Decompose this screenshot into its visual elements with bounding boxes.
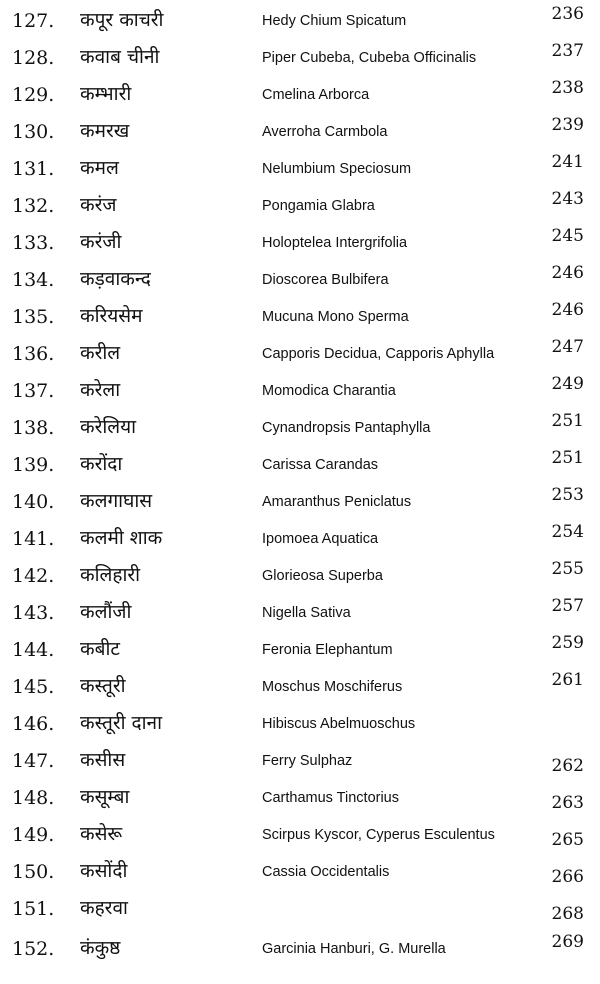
botanical-name: Hibiscus Abelmuoschus xyxy=(262,716,416,732)
botanical-name: Nigella Sativa xyxy=(262,605,351,621)
hindi-name: कंकुष्ठ xyxy=(80,937,121,959)
hindi-name: कसीस xyxy=(80,749,126,771)
page-number: 257 xyxy=(551,596,584,616)
page-number: 239 xyxy=(551,115,584,135)
page-number: 251 xyxy=(551,448,584,468)
botanical-name: Carissa Carandas xyxy=(262,457,379,473)
entry-number: 152. xyxy=(12,938,55,960)
index-row xyxy=(0,559,600,596)
page-number: 237 xyxy=(551,41,584,61)
index-row xyxy=(0,300,600,337)
index-row xyxy=(0,226,600,263)
page-number: 238 xyxy=(551,78,584,98)
botanical-name: Ipomoea Aquatica xyxy=(262,531,379,547)
index-row xyxy=(0,744,600,781)
entry-number: 151. xyxy=(12,898,55,920)
page-number: 255 xyxy=(551,559,584,579)
entry-number: 139. xyxy=(12,454,55,476)
hindi-name: करेला xyxy=(80,379,121,401)
hindi-name: कस्तूरी xyxy=(80,675,126,697)
entry-number: 128. xyxy=(12,47,55,69)
page-number: 254 xyxy=(551,522,584,542)
entry-number: 131. xyxy=(12,158,55,180)
botanical-name: Carthamus Tinctorius xyxy=(262,790,399,806)
index-row xyxy=(0,707,600,744)
entry-number: 141. xyxy=(12,528,55,550)
hindi-name: कलिहारी xyxy=(80,564,141,586)
index-row xyxy=(0,337,600,374)
botanical-name: Averroha Carmbola xyxy=(262,124,388,140)
index-row xyxy=(0,263,600,300)
index-row xyxy=(0,485,600,522)
hindi-name: करियसेम xyxy=(80,305,143,327)
botanical-name: Garcinia Hanburi, G. Murella xyxy=(262,941,446,957)
index-row xyxy=(0,152,600,189)
botanical-name: Dioscorea Bulbifera xyxy=(262,272,389,288)
hindi-name: कमरख xyxy=(80,120,130,142)
entry-number: 147. xyxy=(12,750,55,772)
page-number: 245 xyxy=(551,226,584,246)
index-row xyxy=(0,781,600,818)
botanical-name: Cynandropsis Pantaphylla xyxy=(262,420,431,436)
botanical-name: Mucuna Mono Sperma xyxy=(262,309,409,325)
botanical-name: Ferry Sulphaz xyxy=(262,753,353,769)
index-row xyxy=(0,115,600,152)
page-number: 249 xyxy=(551,374,584,394)
entry-number: 127. xyxy=(12,10,55,32)
botanical-name: Feronia Elephantum xyxy=(262,642,393,658)
page-number: 269 xyxy=(551,932,584,952)
page-number: 261 xyxy=(551,670,584,690)
entry-number: 135. xyxy=(12,306,55,328)
hindi-name: कस्तूरी दाना xyxy=(80,712,163,734)
entry-number: 140. xyxy=(12,491,55,513)
botanical-name: Moschus Moschiferus xyxy=(262,679,403,695)
page-number: 262 xyxy=(551,756,584,776)
hindi-name: कड़वाकन्द xyxy=(80,268,151,290)
entry-number: 142. xyxy=(12,565,55,587)
entry-number: 137. xyxy=(12,380,55,402)
botanical-name: Glorieosa Superba xyxy=(262,568,383,584)
index-row xyxy=(0,818,600,855)
index-row xyxy=(0,522,600,559)
hindi-name: करंज xyxy=(80,194,117,216)
entry-number: 143. xyxy=(12,602,55,624)
entry-number: 149. xyxy=(12,824,55,846)
botanical-name: Piper Cubeba, Cubeba Officinalis xyxy=(262,50,477,66)
index-row xyxy=(0,670,600,707)
botanical-name: Momodica Charantia xyxy=(262,383,396,399)
entry-number: 144. xyxy=(12,639,55,661)
page-number: 241 xyxy=(551,152,584,172)
hindi-name: करोंदा xyxy=(80,453,123,475)
index-row xyxy=(0,855,600,892)
hindi-name: कसोंदी xyxy=(80,860,128,882)
hindi-name: करंजी xyxy=(80,231,122,253)
hindi-name: कबीट xyxy=(80,638,120,660)
page-number: 259 xyxy=(551,633,584,653)
index-row xyxy=(0,4,600,41)
botanical-name: Scirpus Kyscor, Cyperus Esculentus xyxy=(262,827,495,843)
index-row xyxy=(0,892,600,929)
entry-number: 146. xyxy=(12,713,55,735)
page-number: 247 xyxy=(551,337,584,357)
index-row xyxy=(0,41,600,78)
index-row xyxy=(0,932,600,969)
hindi-name: कसेरू xyxy=(80,823,123,845)
entry-number: 133. xyxy=(12,232,55,254)
botanical-name: Capporis Decidua, Capporis Aphylla xyxy=(262,346,495,362)
index-row xyxy=(0,596,600,633)
botanical-name: Holoptelea Intergrifolia xyxy=(262,235,408,251)
hindi-name: कलमी शाक xyxy=(80,527,163,549)
hindi-name: कपूर काचरी xyxy=(80,9,164,31)
entry-number: 129. xyxy=(12,84,55,106)
hindi-name: कलगाघास xyxy=(80,490,153,512)
hindi-name: कवाब चीनी xyxy=(80,46,160,68)
page-number: 236 xyxy=(551,4,584,24)
botanical-name: Amaranthus Peniclatus xyxy=(262,494,412,510)
page-number: 268 xyxy=(551,904,584,924)
page-number: 243 xyxy=(551,189,584,209)
page-number: 246 xyxy=(551,300,584,320)
index-row xyxy=(0,411,600,448)
entry-number: 130. xyxy=(12,121,55,143)
page-number: 265 xyxy=(551,830,584,850)
botanical-name: Pongamia Glabra xyxy=(262,198,375,214)
entry-number: 134. xyxy=(12,269,55,291)
botanical-name: Nelumbium Speciosum xyxy=(262,161,412,177)
entry-number: 148. xyxy=(12,787,55,809)
hindi-name: करील xyxy=(80,342,121,364)
entry-number: 132. xyxy=(12,195,55,217)
hindi-name: कमल xyxy=(80,157,119,179)
hindi-name: कहरवा xyxy=(80,897,128,919)
botanical-name: Hedy Chium Spicatum xyxy=(262,13,407,29)
page-number: 251 xyxy=(551,411,584,431)
page-number: 266 xyxy=(551,867,584,887)
botanical-name: Cmelina Arborca xyxy=(262,87,370,103)
index-row xyxy=(0,448,600,485)
botanical-name: Cassia Occidentalis xyxy=(262,864,390,880)
index-row xyxy=(0,78,600,115)
entry-number: 145. xyxy=(12,676,55,698)
page-number: 246 xyxy=(551,263,584,283)
entry-number: 136. xyxy=(12,343,55,365)
hindi-name: कसूम्बा xyxy=(80,786,130,808)
index-row xyxy=(0,374,600,411)
page-number: 253 xyxy=(551,485,584,505)
hindi-name: कम्भारी xyxy=(80,83,132,105)
index-row xyxy=(0,189,600,226)
entry-number: 150. xyxy=(12,861,55,883)
index-row xyxy=(0,633,600,670)
page-number: 263 xyxy=(551,793,584,813)
entry-number: 138. xyxy=(12,417,55,439)
hindi-name: करेलिया xyxy=(80,416,137,438)
hindi-name: कलौंजी xyxy=(80,601,132,623)
